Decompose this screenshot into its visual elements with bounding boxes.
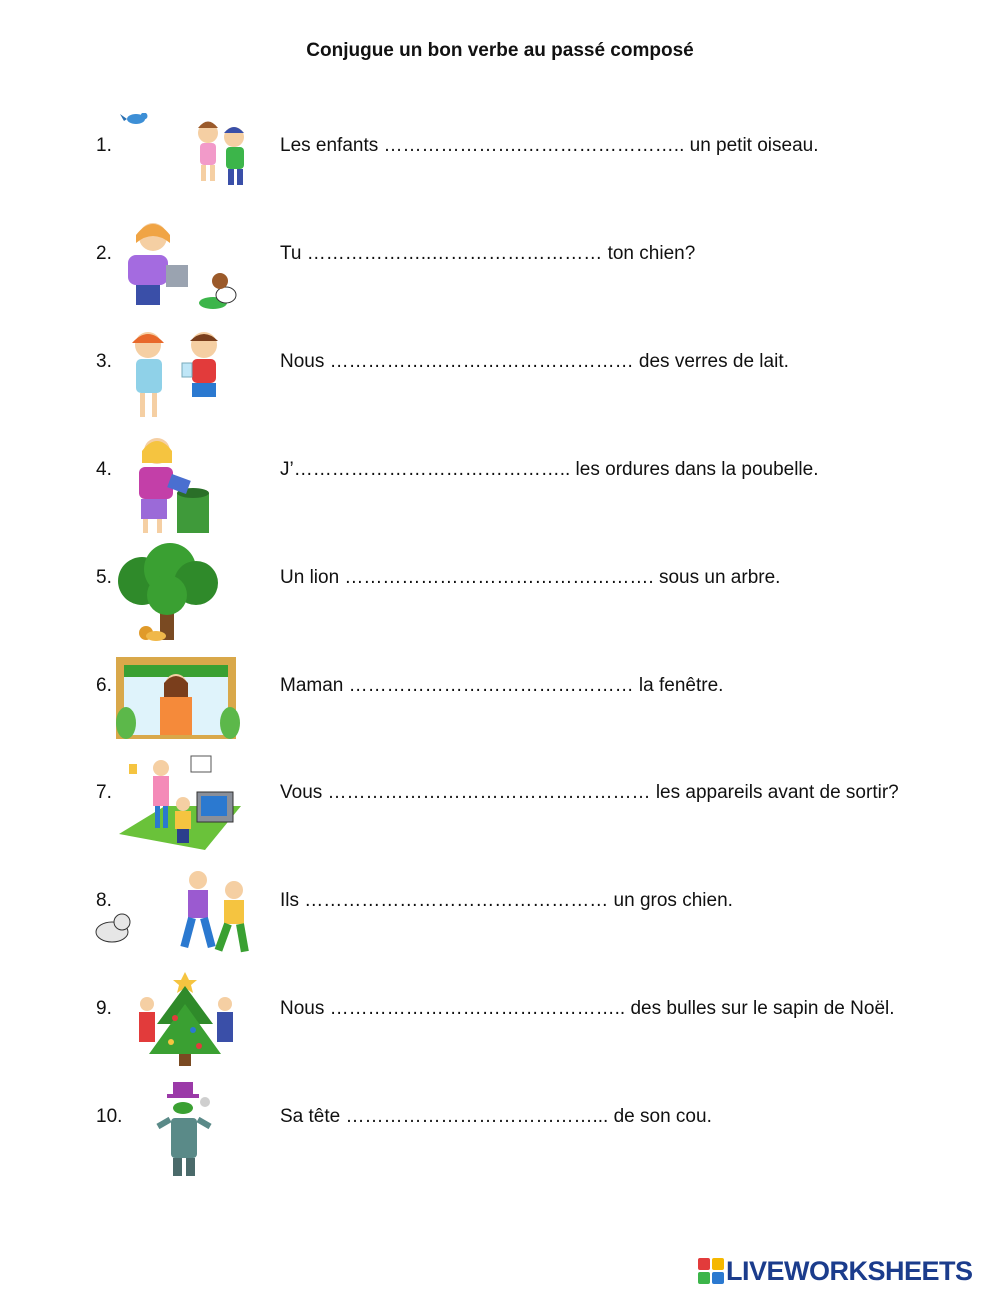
- picture-frame-icon: [191, 756, 211, 772]
- exercise-sentence: Un lion …………………………………………. sous un arbre.: [280, 567, 781, 588]
- exercise-row: [0, 1106, 1000, 1206]
- mother-icon: [160, 674, 192, 735]
- exercise-sentence: Nous ……………………………………….. des bulles sur le sapin de Noël.: [280, 998, 895, 1019]
- tree-icon: [118, 543, 218, 640]
- exercise-sentence: Ils ………………………………………… un gros chien.: [280, 890, 733, 911]
- kids-milk-illustration: [118, 325, 238, 425]
- exercise-number: 7.: [96, 782, 112, 803]
- scared-illustration: [94, 866, 264, 958]
- trash-bin-icon: [177, 488, 209, 533]
- food-bag-icon: [166, 265, 188, 287]
- girl-icon: [128, 223, 170, 305]
- exercise-sentence: J’…………………………………….. les ordures dans la poubelle.: [280, 459, 819, 480]
- hat-icon: [167, 1082, 199, 1098]
- glass-icon: [182, 363, 192, 377]
- exercise-number: 4.: [96, 459, 112, 480]
- dog-icon: [96, 914, 130, 942]
- exercise-number: 8.: [96, 890, 112, 911]
- exercise-number: 1.: [96, 135, 112, 156]
- child-icon: [224, 127, 244, 185]
- liveworksheets-logo: [698, 1255, 973, 1287]
- child-icon: [175, 797, 191, 843]
- head-pop-illustration: [145, 1080, 225, 1180]
- spring-head-icon: [173, 1102, 193, 1114]
- person-icon: [139, 997, 155, 1042]
- exercise-number: 10.: [96, 1106, 123, 1127]
- exercise-sentence: Tu ………………..……………………… ton chien?: [280, 243, 696, 264]
- exercise-sentence: Nous ………………………………………… des verres de lait.: [280, 351, 789, 372]
- exercise-number: 9.: [96, 998, 112, 1019]
- plant-icon: [116, 707, 136, 739]
- exercise-number: 6.: [96, 675, 112, 696]
- liveworksheets-logo-icon: [698, 1258, 724, 1284]
- lion-tree-illustration: [112, 543, 222, 643]
- exercise-number: 3.: [96, 351, 112, 372]
- worksheet-title: Conjugue un bon verbe au passé composé: [306, 40, 694, 61]
- person-icon: [180, 871, 215, 948]
- child-icon: [198, 122, 218, 182]
- devices-illustration: [115, 754, 245, 854]
- girl-icon: [132, 332, 164, 417]
- window-illustration: [112, 653, 242, 743]
- exercise-row: [0, 567, 1000, 667]
- tv-icon: [197, 792, 233, 822]
- person-icon: [217, 997, 233, 1042]
- exercise-sentence: Sa tête …………………………………... de son cou.: [280, 1106, 712, 1127]
- exercise-sentence: Vous …………………………………………… les appareils avant de sortir?: [280, 782, 899, 803]
- trash-illustration: [125, 433, 225, 538]
- bird-icon: [120, 113, 148, 124]
- exercise-number: 2.: [96, 243, 112, 264]
- plant-icon: [220, 707, 240, 739]
- exercise-number: 5.: [96, 567, 112, 588]
- person-icon: [215, 881, 249, 952]
- exercise-sentence: Les enfants ………………….…………………….. un petit oiseau.: [280, 135, 819, 156]
- girl-feeding-dog-illustration: [118, 215, 248, 315]
- children-bird-illustration: [118, 113, 258, 208]
- brand-name: LIVEWORKSHEETS: [726, 1255, 973, 1286]
- light-switch-icon: [129, 764, 137, 774]
- christmas-tree-icon: [149, 986, 221, 1066]
- boy-icon: [182, 332, 218, 397]
- man-icon: [156, 1117, 211, 1176]
- christmas-tree-illustration: [135, 968, 235, 1072]
- exercise-sentence: Maman ……………………………………… la fenêtre.: [280, 675, 724, 696]
- smoke-icon: [200, 1097, 210, 1107]
